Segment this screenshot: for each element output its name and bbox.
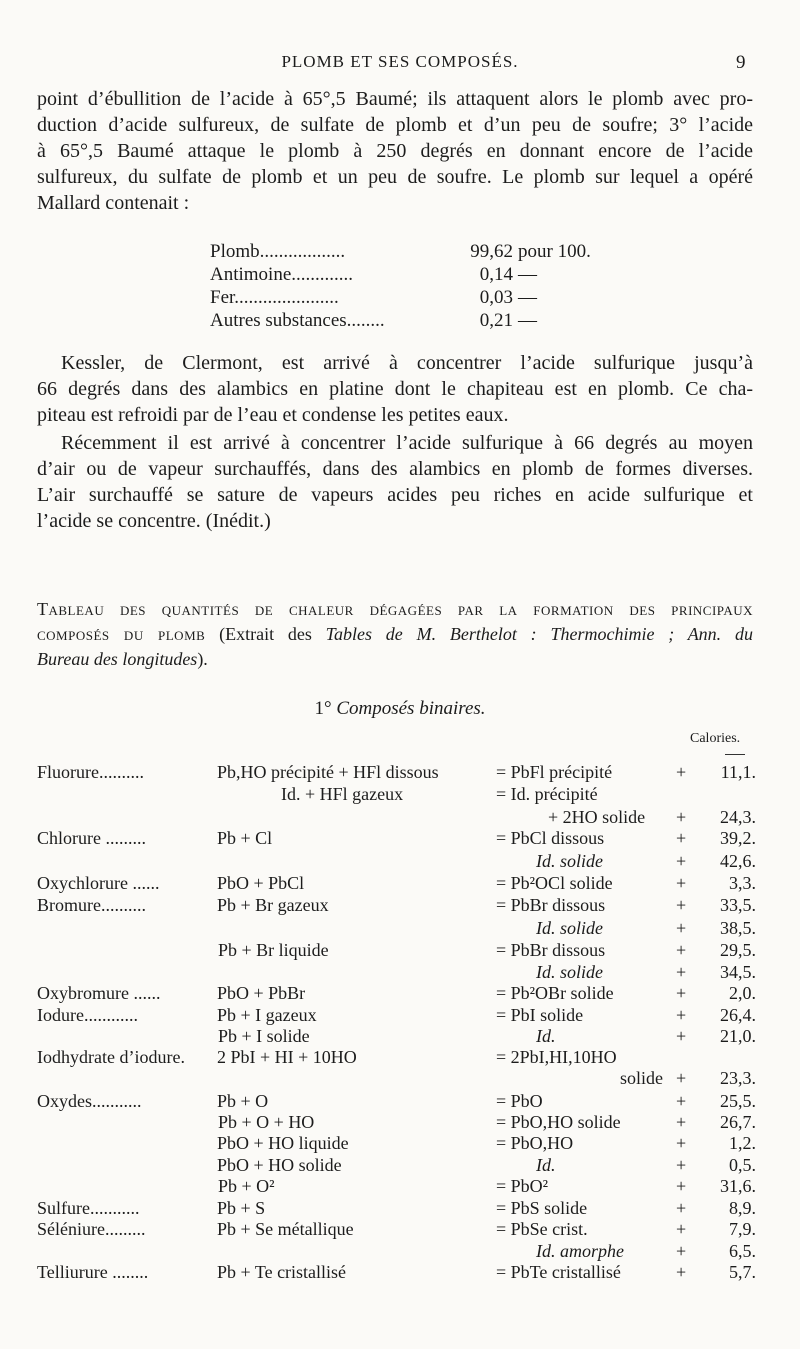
text-line: piteau est refroidi par de l’eau et condense les petites eaux.: [37, 404, 509, 426]
plus-sign: +: [676, 1026, 687, 1046]
reaction-formula: Pb + O + HO: [218, 1112, 315, 1132]
reaction-formula: Pb + Cl: [217, 828, 273, 848]
caption-text: ).: [197, 649, 208, 669]
table-caption: [37, 597, 753, 672]
text-line: Récemment il est arrivé à concentrer l’acide sulfurique à 66 degrés au moyen: [61, 432, 753, 454]
text-line: à 65°,5 Baumé attaque le plomb à 250 degrés en donnant encore de l’acide: [37, 140, 753, 162]
heat-value: 38,5.: [720, 918, 756, 938]
product-formula: = 2PbI,HI,10HO: [496, 1047, 617, 1067]
text-line: point d’ébullition de l’acide à 65°,5 Baumé; ils attaquent alors le plomb avec pro-: [37, 88, 753, 110]
reaction-formula: Pb + O: [217, 1091, 269, 1111]
caption-italic: Tables de M. Berthelot : Thermochimie ; Ann. du: [325, 624, 753, 644]
plus-sign: +: [676, 873, 687, 893]
element-name: Fer......................: [210, 287, 339, 308]
compound-name: Telliurure ........: [37, 1262, 149, 1282]
heat-value: 11,1.: [720, 762, 756, 782]
product-formula: = PbO: [496, 1091, 543, 1111]
product-formula: = Pb²OCl solide: [496, 873, 613, 893]
product-formula: = PbFl précipité: [496, 762, 613, 782]
product-formula: = PbS solide: [496, 1198, 588, 1218]
plus-sign: +: [676, 962, 687, 982]
element-name: Plomb..................: [210, 241, 346, 262]
plus-sign: +: [676, 983, 687, 1003]
product-formula: = Pb²OBr solide: [496, 983, 614, 1003]
heat-value: 2,0.: [729, 983, 756, 1003]
caption-italic: Bureau des longitudes: [37, 649, 198, 669]
plus-sign: +: [676, 895, 687, 915]
plus-sign: +: [676, 1241, 687, 1261]
heat-value: 1,2.: [729, 1133, 756, 1153]
product-formula: Id.: [536, 1026, 556, 1046]
caption-line: [37, 622, 753, 647]
plus-sign: +: [676, 940, 687, 960]
compound-name: Séléniure.........: [37, 1219, 146, 1239]
heat-value: 42,6.: [720, 851, 756, 871]
reaction-formula: Pb + Br liquide: [218, 940, 329, 960]
plus-sign: +: [676, 828, 687, 848]
product-formula: Id. solide: [536, 851, 603, 871]
reaction-formula: Pb,HO précipité + HFl dissous: [217, 762, 439, 782]
product-formula: Id.: [536, 1155, 556, 1175]
caption-smallcaps: composés du plomb: [37, 624, 206, 644]
heat-value: 31,6.: [720, 1176, 756, 1196]
product-formula: solide: [620, 1068, 663, 1088]
heat-value: 29,5.: [720, 940, 756, 960]
compound-name: Oxybromure ......: [37, 983, 161, 1003]
compound-name: Oxychlorure ......: [37, 873, 160, 893]
heat-value: 25,5.: [720, 1091, 756, 1111]
section-title: [0, 698, 800, 720]
heat-value: 24,3.: [720, 807, 756, 827]
element-unit: —: [518, 310, 537, 331]
element-value: 0,14: [479, 264, 513, 285]
element-unit: —: [518, 287, 537, 308]
product-formula: = PbI solide: [496, 1005, 584, 1025]
plus-sign: +: [676, 1112, 687, 1132]
product-formula: = PbO,HO: [496, 1133, 574, 1153]
reaction-formula: PbO + PbBr: [217, 983, 306, 1003]
compound-name: Fluorure..........: [37, 762, 144, 782]
product-formula: = PbTe cristallisé: [496, 1262, 621, 1282]
heat-value: 26,4.: [720, 1005, 756, 1025]
plus-sign: +: [676, 1091, 687, 1111]
compound-name: Bromure..........: [37, 895, 146, 915]
reaction-formula: Pb + I gazeux: [217, 1005, 317, 1025]
plus-sign: +: [676, 762, 687, 782]
running-header: PLOMB ET SES COMPOSÉS.: [281, 52, 519, 71]
compound-name: Iodhydrate d’iodure.: [37, 1047, 185, 1067]
reaction-formula: PbO + PbCl: [217, 873, 305, 893]
product-formula: = PbO,HO solide: [496, 1112, 621, 1132]
paragraph-mallard: [37, 86, 753, 216]
text-line: duction d’acide sulfureux, de sulfate de plomb et d’un peu de soufre; 3° l’acide: [37, 114, 753, 136]
heat-value: 34,5.: [720, 962, 756, 982]
caption-text: (Extrait des: [205, 624, 326, 644]
heat-value: 6,5.: [729, 1241, 756, 1261]
reaction-formula: 2 PbI + HI + 10HO: [217, 1047, 357, 1067]
reaction-formula: Pb + S: [217, 1198, 266, 1218]
section-number: 1°: [314, 698, 332, 719]
plus-sign: +: [676, 1198, 687, 1218]
plus-sign: +: [676, 1068, 687, 1088]
reaction-formula: Id. + HFl gazeux: [281, 784, 404, 804]
compound-name: Sulfure...........: [37, 1198, 140, 1218]
plus-sign: +: [676, 918, 687, 938]
heat-value: 7,9.: [729, 1219, 756, 1239]
reaction-formula: Pb + I solide: [218, 1026, 310, 1046]
plus-sign: +: [676, 1219, 687, 1239]
reaction-formula: Pb + Te cristallisé: [217, 1262, 347, 1282]
product-formula: = PbBr dissous: [496, 940, 606, 960]
plus-sign: +: [676, 1133, 687, 1153]
product-formula: = PbO²: [496, 1176, 549, 1196]
product-formula: Id. amorphe: [536, 1241, 624, 1261]
element-name: Autres substances........: [210, 310, 385, 331]
product-formula: = PbBr dissous: [496, 895, 606, 915]
product-formula: = PbSe crist.: [496, 1219, 588, 1239]
caption-line: [37, 647, 753, 672]
text-line: Kessler, de Clermont, est arrivé à concentrer l’acide sulfurique jusqu’à: [61, 352, 753, 374]
reaction-formula: Pb + Br gazeux: [217, 895, 329, 915]
composition-row: [210, 287, 570, 311]
product-formula: = PbCl dissous: [496, 828, 605, 848]
element-value: 0,21: [479, 310, 513, 331]
heat-value: 23,3.: [720, 1068, 756, 1088]
plus-sign: +: [676, 1176, 687, 1196]
paragraph-kessler: [37, 350, 753, 428]
section-name: Composés binaires.: [336, 698, 486, 719]
reaction-formula: PbO + HO liquide: [217, 1133, 349, 1153]
heat-value: 26,7.: [720, 1112, 756, 1132]
composition-row: [210, 241, 591, 265]
plus-sign: +: [676, 1005, 687, 1025]
text-line: d’air ou de vapeur surchauffés, dans des alambics en plomb de formes diverses.: [37, 458, 753, 480]
text-line: sulfureux, du sulfate de plomb et un peu de soufre. Le plomb sur lequel a opéré: [37, 166, 753, 188]
caption-line: Tableau des quantités de chaleur dégagées par la formation des principaux: [37, 599, 753, 619]
heat-value: 33,5.: [720, 895, 756, 915]
compound-name: Iodure............: [37, 1005, 138, 1025]
product-formula: + 2HO solide: [548, 807, 646, 827]
compound-name: Chlorure .........: [37, 828, 146, 848]
plus-sign: +: [676, 851, 687, 871]
product-formula: Id. solide: [536, 962, 603, 982]
plus-sign: +: [676, 807, 687, 827]
product-formula: = Id. précipité: [496, 784, 598, 804]
composition-row: [210, 264, 570, 288]
column-rule: [725, 754, 745, 755]
page-number: 9: [736, 52, 746, 73]
plus-sign: +: [676, 1262, 687, 1282]
heat-value: 3,3.: [729, 873, 756, 893]
element-value: 99,62: [470, 241, 513, 262]
calories-column-header: Calories.: [690, 731, 741, 746]
text-line: L’air surchauffé se sature de vapeurs acides peu riches en acide sulfurique et: [37, 484, 753, 506]
element-value: 0,03: [479, 287, 513, 308]
text-line: Mallard contenait :: [37, 192, 190, 214]
product-formula: Id. solide: [536, 918, 603, 938]
heat-value: 5,7.: [729, 1262, 756, 1282]
element-unit: —: [518, 264, 537, 285]
element-unit: pour 100.: [518, 241, 591, 262]
heat-value: 21,0.: [720, 1026, 756, 1046]
reaction-formula: Pb + Se métallique: [217, 1219, 354, 1239]
text-line: l’acide se concentre. (Inédit.): [37, 510, 271, 532]
text-line: 66 degrés dans des alambics en platine dont le chapiteau est en plomb. Ce cha-: [37, 378, 753, 400]
reaction-formula: PbO + HO solide: [217, 1155, 342, 1175]
paragraph-recent: [37, 430, 753, 534]
heat-value: 0,5.: [729, 1155, 756, 1175]
plus-sign: +: [676, 1155, 687, 1175]
heat-value: 8,9.: [729, 1198, 756, 1218]
reaction-formula: Pb + O²: [218, 1176, 275, 1196]
element-name: Antimoine.............: [210, 264, 354, 285]
composition-row: [210, 310, 570, 334]
heat-value: 39,2.: [720, 828, 756, 848]
compound-name: Oxydes...........: [37, 1091, 142, 1111]
